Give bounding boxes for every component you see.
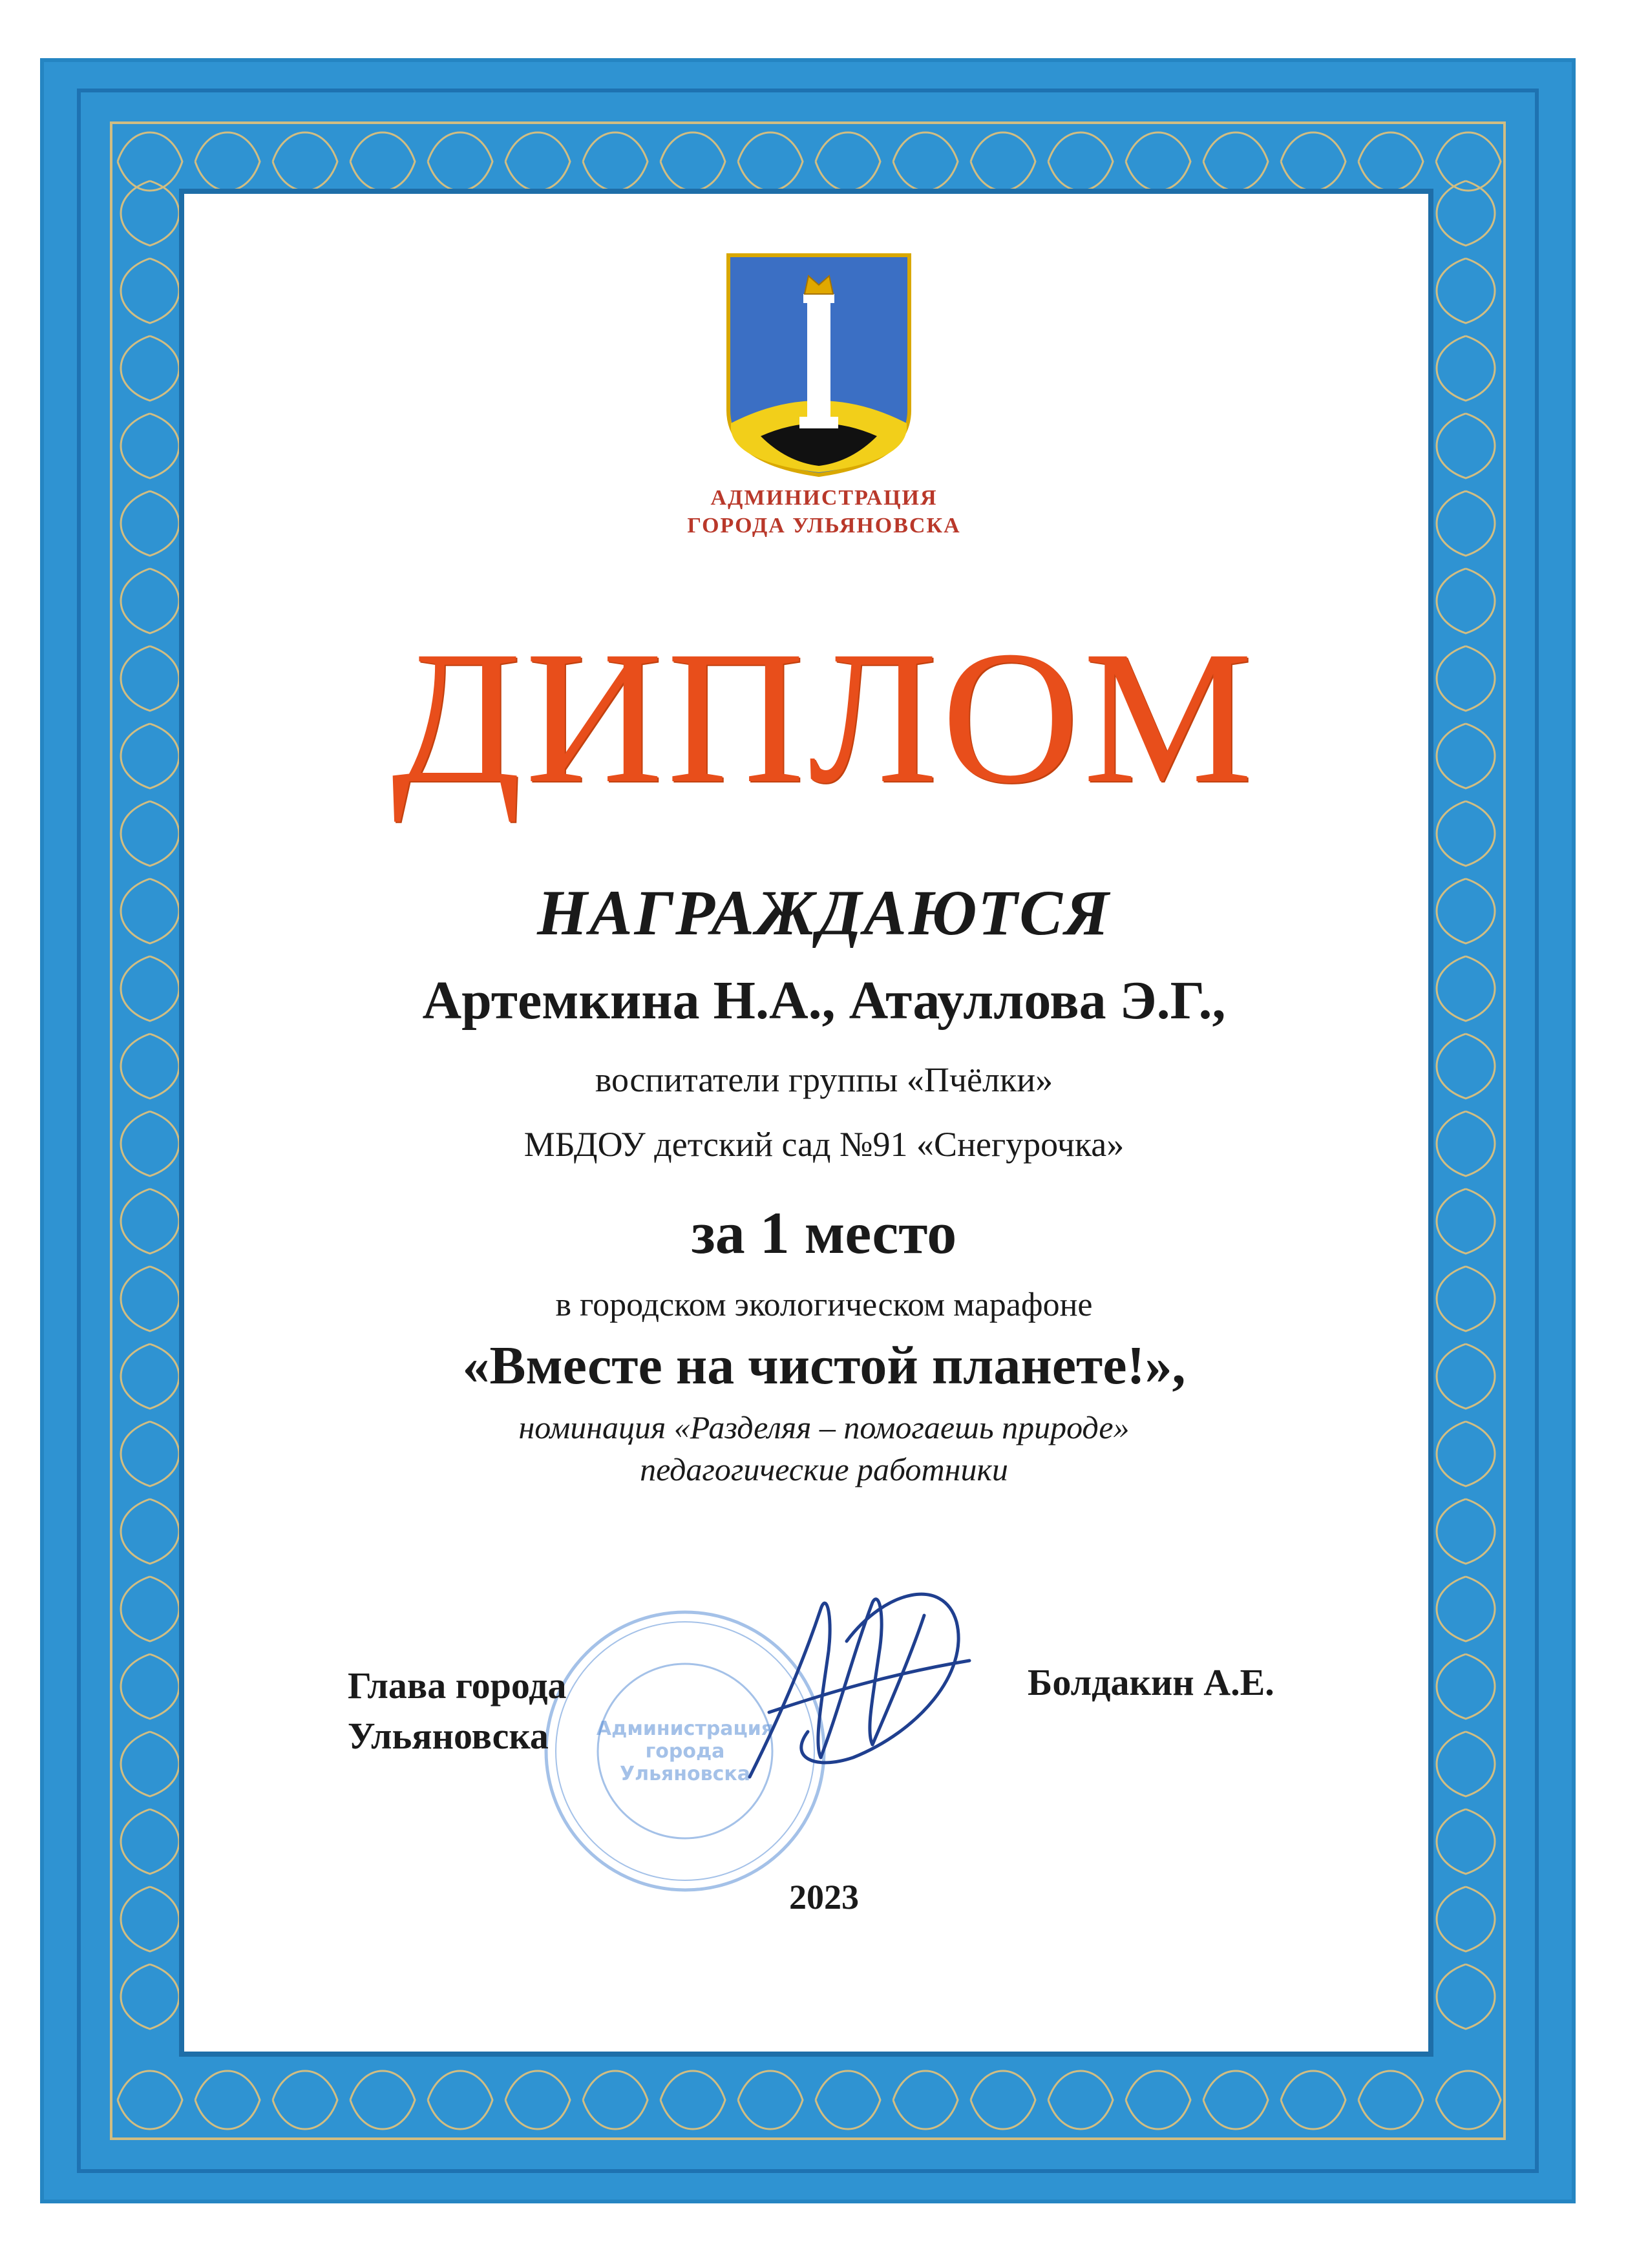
signatory-position-line2: Ульяновска bbox=[348, 1715, 549, 1757]
signatory-position bbox=[348, 1661, 567, 1761]
recipient-names: Артемкина Н.А., Атауллова Э.Г., bbox=[422, 971, 1226, 1031]
coat-of-arms-icon bbox=[722, 249, 916, 481]
stamp-center-line2: города bbox=[645, 1740, 725, 1763]
organization-name: МБДОУ детский сад №91 «Снегурочка» bbox=[523, 1125, 1125, 1164]
category-text: педагогические работники bbox=[640, 1451, 1008, 1487]
stamp-center-line3: Ульяновска bbox=[619, 1763, 751, 1785]
admin-name-line1: АДМИНИСТРАЦИЯ bbox=[710, 486, 938, 510]
marathon-name: «Вместе на чистой планете!», bbox=[462, 1336, 1186, 1396]
signatory-position-line1: Глава города bbox=[348, 1664, 567, 1706]
signatory-name: Болдакин А.Е. bbox=[1028, 1661, 1274, 1703]
diploma-title: ДИПЛОМ bbox=[391, 611, 1257, 823]
award-place: за 1 место bbox=[691, 1200, 957, 1266]
nomination-text: номинация «Разделяя – помогаешь природе» bbox=[518, 1409, 1130, 1445]
stamp-center-line1: Администрация bbox=[596, 1717, 774, 1740]
admin-name-line2: ГОРОДА УЛЬЯНОВСКА bbox=[687, 514, 961, 538]
year: 2023 bbox=[789, 1878, 859, 1916]
signature-icon bbox=[724, 1564, 982, 1809]
event-description: в городском экологическом марафоне bbox=[555, 1286, 1093, 1323]
recipient-role: воспитатели группы «Пчёлки» bbox=[595, 1060, 1053, 1099]
awarded-label: НАГРАЖДАЮТСЯ bbox=[537, 877, 1111, 949]
